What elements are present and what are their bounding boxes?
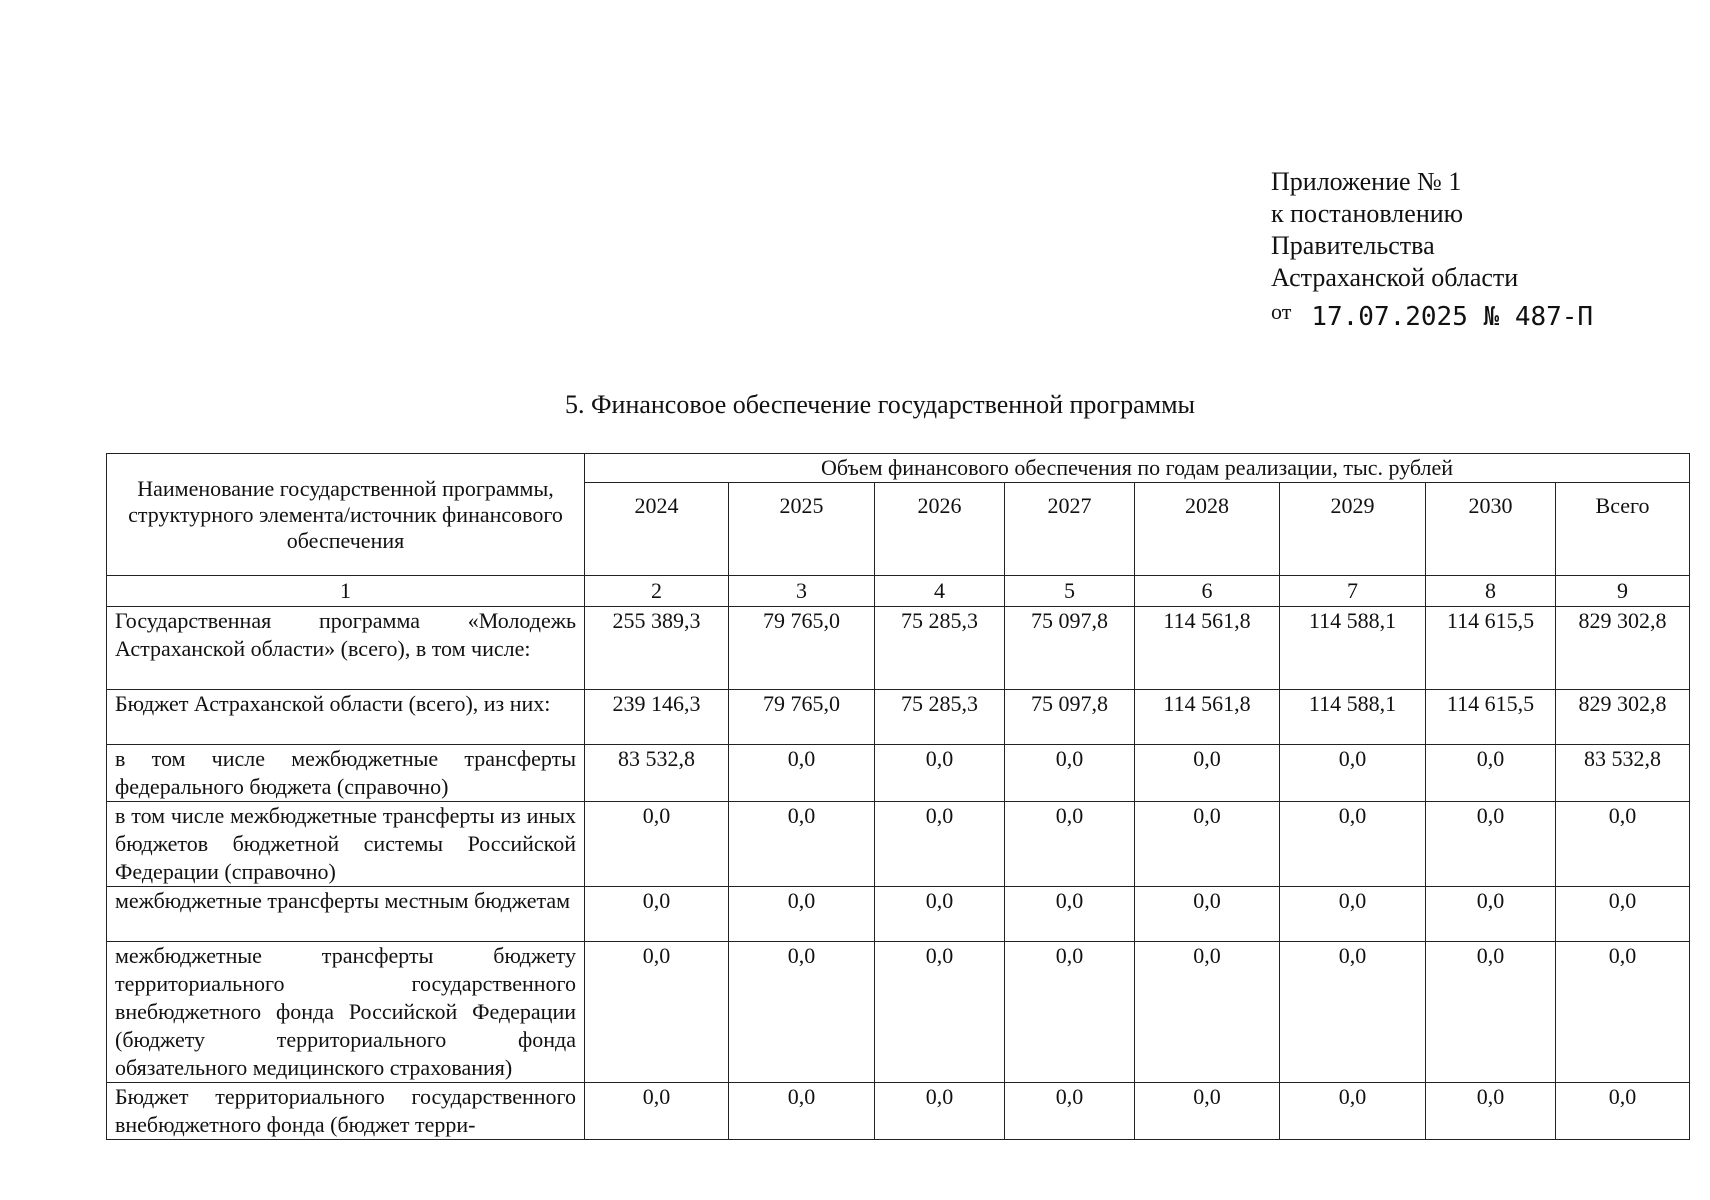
row-label: в том числе межбюджетные трансферты из иных бюджетов бюджетной системы Российской Федерации (справочно) (107, 802, 585, 887)
table-row (107, 690, 1690, 745)
row-total-value: 0,0 (1556, 1083, 1690, 1140)
row-year-value: 0,0 (1135, 942, 1280, 1083)
appendix-ot-prefix: от (1271, 299, 1292, 324)
appendix-date-number: 17.07.2025 № 487-П (1311, 302, 1594, 332)
row-year-value: 0,0 (1426, 802, 1556, 887)
row-year-value: 0,0 (729, 887, 875, 942)
row-year-value: 0,0 (875, 745, 1005, 802)
row-year-value: 79 765,0 (729, 607, 875, 690)
row-year-value: 0,0 (1005, 1083, 1135, 1140)
table-row (107, 802, 1690, 887)
row-year-value: 0,0 (1135, 1083, 1280, 1140)
row-year-value: 114 588,1 (1280, 690, 1426, 745)
row-year-value: 0,0 (1005, 942, 1135, 1083)
column-number: 9 (1556, 576, 1690, 607)
appendix-line: Правительства (1271, 231, 1435, 260)
appendix-header (1271, 166, 1593, 333)
column-number: 2 (585, 576, 729, 607)
appendix-date-line (1271, 296, 1593, 333)
row-year-value: 0,0 (1426, 745, 1556, 802)
row-year-value: 239 146,3 (585, 690, 729, 745)
column-number: 4 (875, 576, 1005, 607)
row-year-value: 114 561,8 (1135, 607, 1280, 690)
year-header: 2028 (1135, 483, 1280, 576)
row-year-value: 0,0 (1280, 887, 1426, 942)
row-year-value: 0,0 (1005, 802, 1135, 887)
column-number: 6 (1135, 576, 1280, 607)
row-year-value: 0,0 (585, 942, 729, 1083)
header-row (107, 454, 1690, 483)
row-year-value: 0,0 (729, 1083, 875, 1140)
year-header: 2027 (1005, 483, 1135, 576)
year-header: 2029 (1280, 483, 1426, 576)
column-number: 3 (729, 576, 875, 607)
row-year-value: 0,0 (585, 802, 729, 887)
section-title: 5. Финансовое обеспечение государственной программы (564, 390, 1196, 419)
row-year-value: 114 588,1 (1280, 607, 1426, 690)
row-label: межбюджетные трансферты бюджету территориального государственного внебюджетного фонда Российской Федерации (бюджету территориального фонда обязательного медицинского страхования) (107, 942, 585, 1083)
appendix-line: к постановлению (1271, 199, 1464, 228)
group-header: Объем финансового обеспечения по годам реализации, тыс. рублей (585, 454, 1690, 483)
row-year-value: 255 389,3 (585, 607, 729, 690)
row-year-value: 0,0 (1005, 745, 1135, 802)
column-number: 7 (1280, 576, 1426, 607)
row-year-value: 0,0 (1135, 745, 1280, 802)
appendix-line: Астраханской области (1271, 263, 1519, 292)
row-year-value: 0,0 (729, 745, 875, 802)
row-year-value: 114 615,5 (1426, 607, 1556, 690)
row-year-value: 0,0 (1426, 942, 1556, 1083)
row-year-value: 0,0 (585, 887, 729, 942)
row-year-value: 75 097,8 (1005, 607, 1135, 690)
table-body (107, 607, 1690, 1140)
appendix-line: Приложение № 1 (1271, 167, 1462, 196)
row-year-value: 0,0 (875, 802, 1005, 887)
year-header: 2026 (875, 483, 1005, 576)
column-number: 1 (107, 576, 585, 607)
row-year-value: 0,0 (1280, 1083, 1426, 1140)
row-year-value: 75 285,3 (875, 690, 1005, 745)
total-header: Всего (1556, 483, 1690, 576)
financing-table (106, 453, 1690, 1140)
row-year-value: 75 285,3 (875, 607, 1005, 690)
row-year-value: 0,0 (875, 887, 1005, 942)
row-label: Бюджет территориального государственного внебюджетного фонда (бюджет терри- (107, 1083, 585, 1140)
row-year-value: 79 765,0 (729, 690, 875, 745)
row-total-value: 0,0 (1556, 942, 1690, 1083)
row-year-value: 0,0 (1280, 745, 1426, 802)
row-total-value: 0,0 (1556, 802, 1690, 887)
table-row (107, 887, 1690, 942)
row-year-value: 114 615,5 (1426, 690, 1556, 745)
row-year-value: 0,0 (1280, 942, 1426, 1083)
row-total-value: 83 532,8 (1556, 745, 1690, 802)
row-label: Бюджет Астраханской области (всего), из них: (107, 690, 585, 745)
row-year-value: 0,0 (1426, 887, 1556, 942)
row-label: в том числе межбюджетные трансферты федерального бюджета (справочно) (107, 745, 585, 802)
row-year-value: 0,0 (729, 942, 875, 1083)
row-total-value: 829 302,8 (1556, 607, 1690, 690)
row-year-value: 0,0 (585, 1083, 729, 1140)
row-label: межбюджетные трансферты местным бюджетам (107, 887, 585, 942)
row-year-value: 0,0 (875, 1083, 1005, 1140)
column-number: 5 (1005, 576, 1135, 607)
row-year-value: 75 097,8 (1005, 690, 1135, 745)
table-row (107, 1083, 1690, 1140)
row-year-value: 83 532,8 (585, 745, 729, 802)
year-header: 2024 (585, 483, 729, 576)
row-label: Государственная программа «Молодежь Астраханской области» (всего), в том числе: (107, 607, 585, 690)
row-year-value: 0,0 (1005, 887, 1135, 942)
row-total-value: 0,0 (1556, 887, 1690, 942)
table-row (107, 607, 1690, 690)
column-number: 8 (1426, 576, 1556, 607)
row-total-value: 829 302,8 (1556, 690, 1690, 745)
table-row (107, 942, 1690, 1083)
year-header: 2030 (1426, 483, 1556, 576)
row-year-value: 0,0 (1280, 802, 1426, 887)
row-year-value: 0,0 (1135, 802, 1280, 887)
row-year-value: 0,0 (729, 802, 875, 887)
row-year-value: 0,0 (1135, 887, 1280, 942)
row-year-value: 0,0 (875, 942, 1005, 1083)
year-header: 2025 (729, 483, 875, 576)
row-year-value: 0,0 (1426, 1083, 1556, 1140)
table-row (107, 745, 1690, 802)
row-year-value: 114 561,8 (1135, 690, 1280, 745)
column-number-row (107, 576, 1690, 607)
name-column-header: Наименование государственной программы, структурного элемента/источник финансового обеспечения (107, 454, 585, 576)
